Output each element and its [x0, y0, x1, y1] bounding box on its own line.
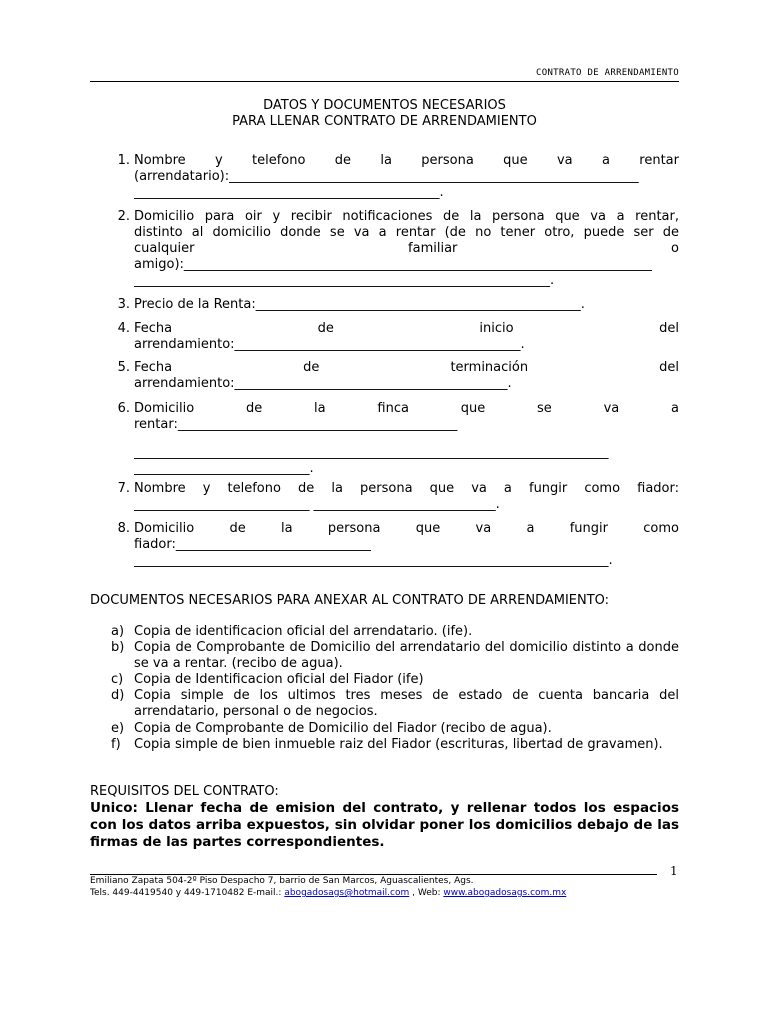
item-line: ___________________________ ____________________________. [134, 497, 500, 512]
item-line: Fecha de terminación del [134, 360, 679, 375]
item-marker: b) [111, 640, 125, 655]
item-number: 5. [117, 360, 130, 375]
item-line: arrendamiento:____________________________________________. [134, 337, 525, 352]
item-marker: f) [111, 737, 121, 752]
item-line: (arrendatario):_______________________________________________________________ [134, 169, 639, 184]
item-line: amigo):________________________________________________________________________ [134, 257, 652, 272]
documents-heading: DOCUMENTOS NECESARIOS PARA ANEXAR AL CONTRATO DE ARRENDAMIENTO: [90, 593, 610, 608]
page-number: 1 [670, 864, 678, 878]
list-item [106, 209, 679, 289]
header-divider [90, 81, 679, 82]
item-line: distinto al domicilio donde se va a rentar (de no tener otro, puede ser de [134, 225, 679, 240]
item-line: _______________________________________________. [134, 185, 444, 200]
footer-web-label: , Web: [409, 888, 444, 898]
item-text: Copia de Comprobante de Domicilio del Fiador (recibo de agua). [134, 721, 552, 736]
list-item [106, 688, 679, 720]
item-number: 4. [117, 321, 130, 336]
website-link[interactable]: www.abogadosags.com.mx [443, 888, 567, 898]
item-line: ________________________________________________________________. [134, 273, 555, 288]
item-number: 2. [117, 209, 130, 224]
item-number: 6. [117, 401, 130, 416]
item-marker: d) [111, 688, 125, 703]
item-marker: a) [111, 624, 125, 639]
item-line: _________________________________________________________________________. [134, 553, 613, 568]
item-line: Precio de la Renta:__________________________________________________. [134, 297, 585, 312]
list-item [106, 624, 679, 640]
item-text: Copia de Comprobante de Domicilio del arrendatario del domicilio distinto a donde se va a rentar. (recibo de agua). [134, 640, 679, 671]
list-item [106, 672, 679, 688]
item-line: Domicilio de la persona que va a fungir como [134, 521, 679, 536]
item-number: 1. [117, 153, 130, 168]
item-line [134, 433, 679, 445]
requirements-text: Unico: Llenar fecha de emision del contrato, y rellenar todos los espacios con los datos arriba expuestos, sin olvidar poner los domicilios debajo de las firmas de las partes correspondientes. [90, 800, 679, 850]
item-marker: c) [111, 672, 124, 687]
document-title-line-1: DATOS Y DOCUMENTOS NECESARIOS [263, 98, 506, 113]
item-line: Nombre y telefono de la persona que va a rentar [134, 153, 679, 168]
item-text: Copia de identificacion oficial del arrendatario. (ife). [134, 624, 473, 639]
running-header: CONTRATO DE ARRENDAMIENTO [536, 68, 679, 78]
list-item [106, 360, 679, 392]
footer-address: Emiliano Zapata 504-2º Piso Despacho 7, barrio de San Marcos, Aguascalientes, Ags. [90, 876, 474, 886]
item-text: Copia simple de bien inmueble raiz del Fiador (escrituras, libertad de gravamen). [134, 737, 663, 752]
list-item [106, 321, 679, 353]
item-line: Domicilio para oir y recibir notificaciones de la persona que va a rentar, [134, 209, 679, 224]
list-item [106, 153, 679, 201]
item-line: cualquier familiar o [134, 241, 679, 256]
item-line: Domicilio de la finca que se va a [134, 401, 679, 416]
list-item [106, 640, 679, 672]
item-line: fiador:______________________________ [134, 537, 371, 552]
list-item [106, 481, 679, 513]
item-text: Copia simple de los ultimos tres meses de estado de cuenta bancaria del arrendatario, personal o de negocios. [134, 688, 679, 719]
requirements-heading: REQUISITOS DEL CONTRATO: [90, 784, 279, 799]
list-item [106, 737, 679, 753]
document-title-line-2: PARA LLENAR CONTRATO DE ARRENDAMIENTO [232, 114, 537, 129]
list-item [106, 401, 679, 477]
footer-phones: Tels. 449-4419540 y 449-1710482 E-mail.: [90, 888, 285, 898]
item-line: ___________________________. [134, 461, 314, 476]
item-number: 8. [117, 521, 130, 536]
item-marker: e) [111, 721, 125, 736]
email-link[interactable]: abogadosags@hotmail.com [284, 888, 410, 898]
item-line: Nombre y telefono de la persona que va a fungir como fiador: [134, 481, 679, 496]
list-item [106, 721, 679, 737]
item-text: Copia de Identificacion oficial del Fiador (ife) [134, 672, 424, 687]
item-number: 7. [117, 481, 130, 496]
footer-contact [90, 888, 566, 899]
item-line: arrendamiento:__________________________________________. [134, 376, 512, 391]
item-line: rentar:___________________________________________ [134, 417, 458, 432]
item-line: Fecha de inicio del [134, 321, 679, 336]
list-item [106, 297, 679, 313]
item-number: 3. [117, 297, 130, 312]
footer-divider [90, 874, 657, 875]
item-line: _________________________________________________________________________ [134, 445, 609, 460]
list-item [106, 521, 679, 569]
